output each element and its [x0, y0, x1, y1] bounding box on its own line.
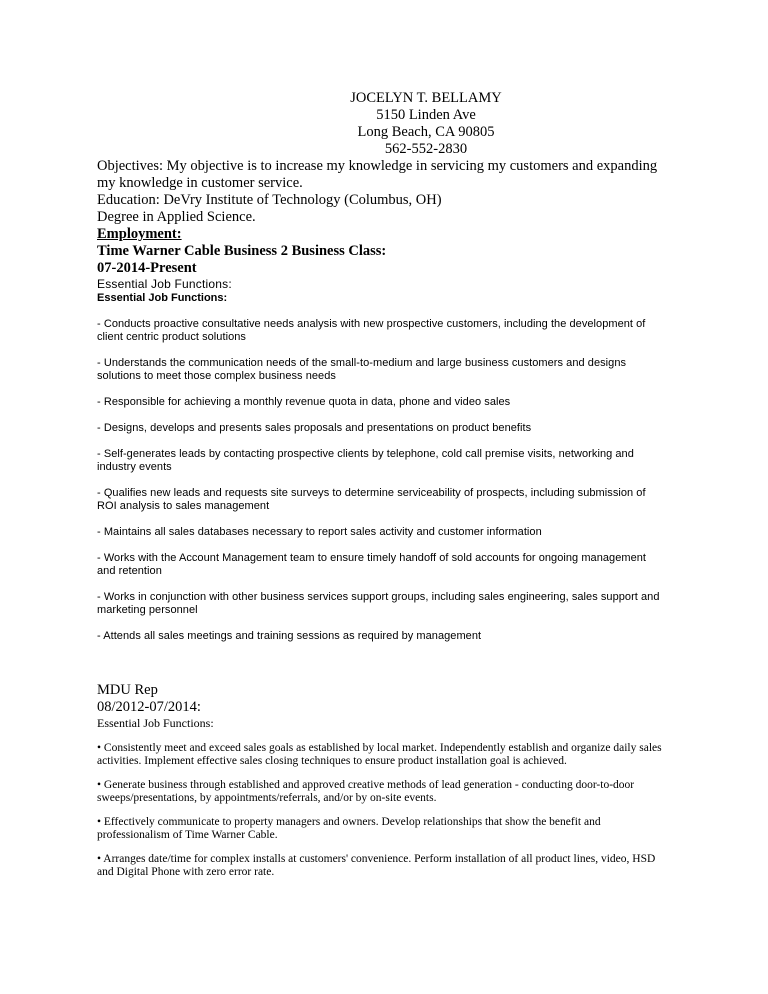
job2-functions-label: Essential Job Functions: — [97, 716, 214, 730]
job1-functions-label: Essential Job Functions: — [97, 277, 232, 291]
duty-item: - Designs, develops and presents sales proposals and presentations on product benefits — [97, 422, 532, 434]
duty-item: - Self-generates leads by contacting prospective clients by telephone, cold call premise visits, networking and industry events — [97, 448, 634, 473]
degree-text: Degree in Applied Science. — [97, 209, 256, 225]
city-state-zip: Long Beach, CA 90805 — [357, 124, 495, 140]
duty-item: - Understands the communication needs of the small-to-medium and large business customers and designs solutions to meet those complex business needs — [97, 357, 627, 382]
job1-dates: 07-2014-Present — [97, 260, 197, 276]
job1-title: Time Warner Cable Business 2 Business Class: — [97, 243, 387, 259]
duty-item: - Maintains all sales databases necessary to report sales activity and customer information — [97, 526, 542, 538]
duty-item: - Works in conjunction with other business services support groups, including sales engineering, sales support and marketing personnel — [97, 591, 660, 616]
duty-item: - Works with the Account Management team to ensure timely handoff of sold accounts for ongoing management and retention — [97, 552, 647, 577]
job2-section — [97, 682, 667, 879]
duty-item: - Responsible for achieving a monthly revenue quota in data, phone and video sales — [97, 396, 511, 408]
bullet-item: • Effectively communicate to property managers and owners. Develop relationships that show the benefit and professionalism of Time Warner Cable. — [97, 816, 601, 841]
job2-title: MDU Rep — [97, 682, 158, 698]
education-text: Education: DeVry Institute of Technology (Columbus, OH) — [97, 192, 442, 208]
job1-functions-label-bold: Essential Job Functions: — [97, 292, 228, 304]
candidate-name: JOCELYN T. BELLAMY — [350, 90, 502, 106]
bullet-item: • Consistently meet and exceed sales goals as established by local market. Independently establish and organize daily sales activities. Implement effective sales closing techniques to ensure product installation goal is achieved. — [97, 742, 662, 767]
objectives-text: Objectives: My objective is to increase my knowledge in servicing my customers and expanding my knowledge in customer service. — [97, 158, 658, 191]
employment-heading: Employment: — [97, 226, 182, 242]
job1-duties-list — [97, 318, 667, 643]
job2-dates: 08/2012-07/2014: — [97, 699, 201, 715]
contact-header — [97, 90, 667, 158]
bullet-item: • Generate business through established and approved creative methods of lead generation - conducting door-to-door sweeps/presentations, by appointments/referrals, and/or by on-site events. — [97, 779, 635, 804]
resume-page — [97, 90, 667, 879]
bullet-item: • Arranges date/time for complex installs at customers' convenience. Perform installation of all product lines, video, HSD and Digital Phone with zero error rate. — [97, 853, 656, 878]
phone-number: 562-552-2830 — [384, 141, 468, 157]
duty-item: - Qualifies new leads and requests site surveys to determine serviceability of prospects, including submission of ROI analysis to sales management — [97, 487, 646, 512]
duty-item: - Conducts proactive consultative needs analysis with new prospective customers, including the development of client centric product solutions — [97, 318, 646, 343]
duty-item: - Attends all sales meetings and training sessions as required by management — [97, 630, 482, 642]
street-address: 5150 Linden Ave — [376, 107, 476, 123]
